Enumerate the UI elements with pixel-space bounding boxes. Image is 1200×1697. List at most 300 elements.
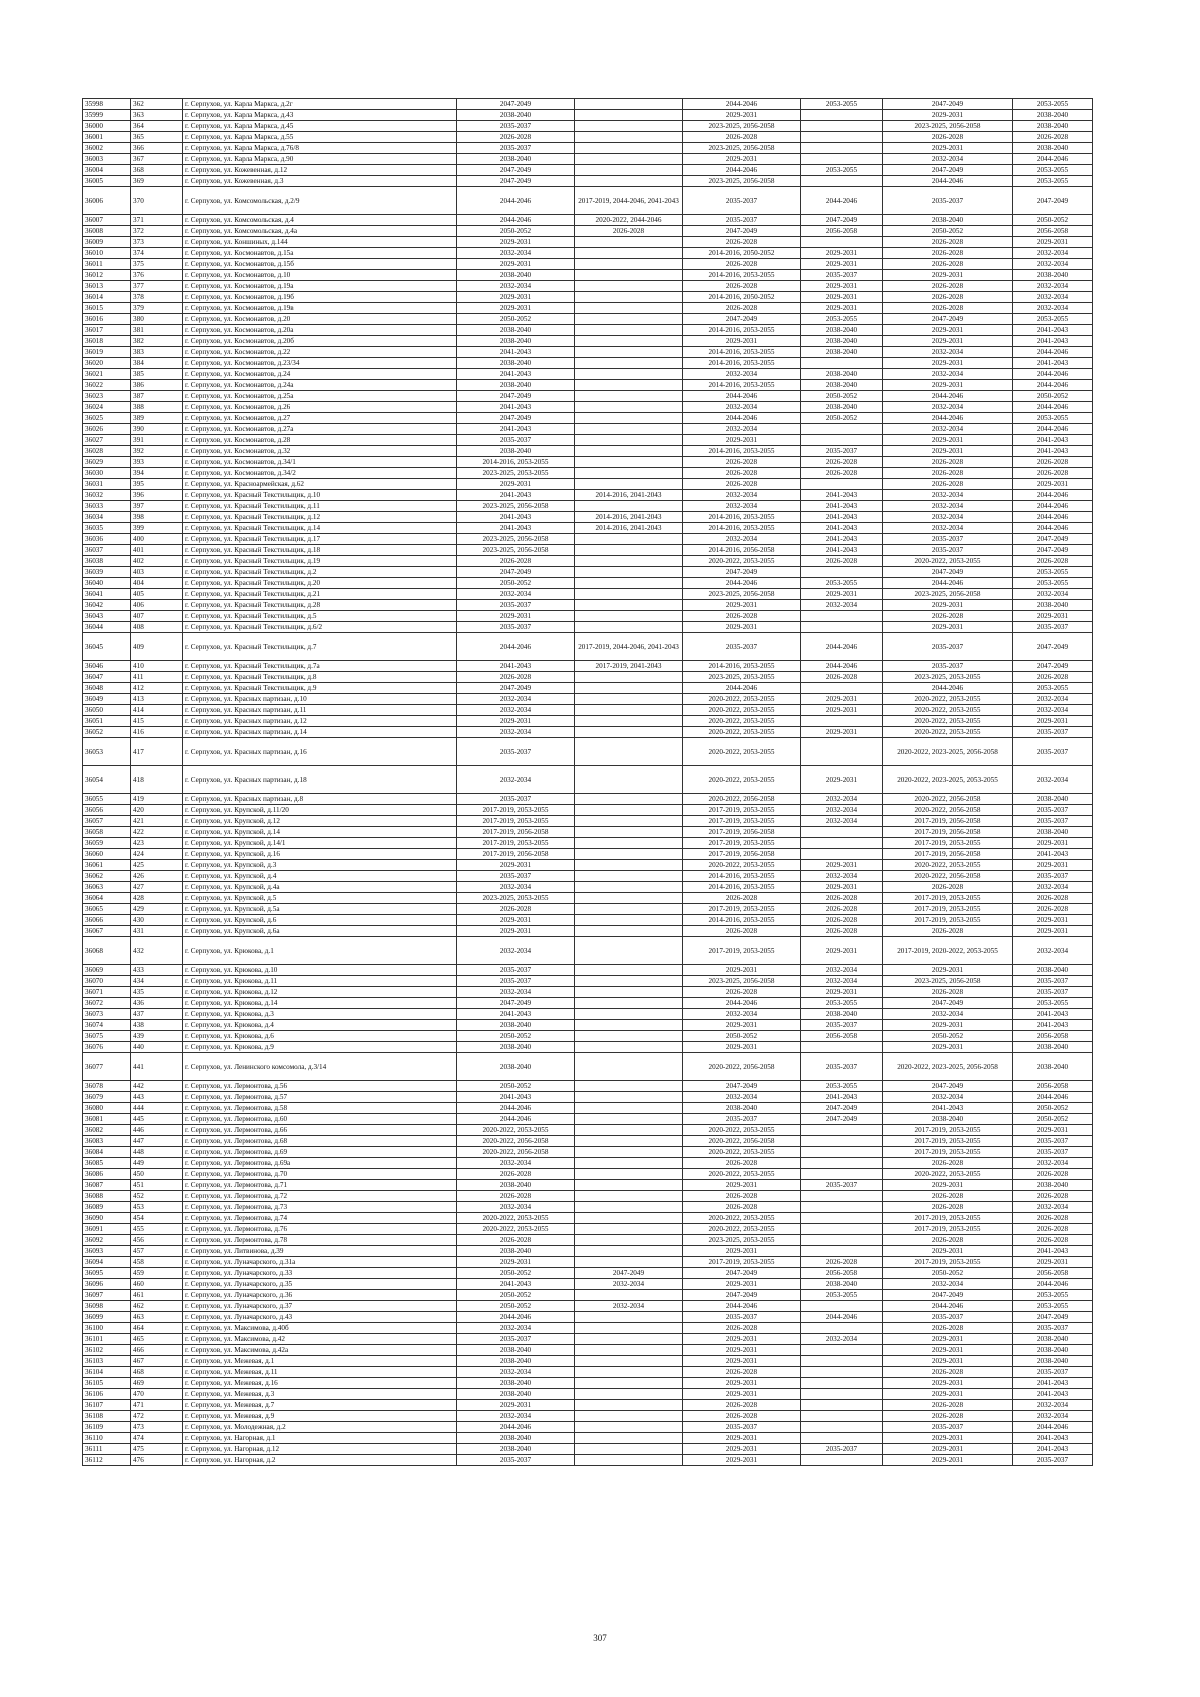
period-2-cell <box>575 391 683 402</box>
row-id-cell: 36089 <box>83 1202 131 1213</box>
row-index-cell: 433 <box>131 965 183 976</box>
period-2-cell <box>575 926 683 937</box>
period-5-cell: 2032-2034 <box>883 369 1013 380</box>
row-id-cell: 36056 <box>83 805 131 816</box>
period-2-cell <box>575 1147 683 1158</box>
period-3-cell: 2044-2046 <box>683 1301 801 1312</box>
period-6-cell: 2035-2037 <box>1013 738 1093 766</box>
period-1-cell: 2032-2034 <box>457 937 575 965</box>
period-3-cell: 2026-2028 <box>683 1191 801 1202</box>
address-cell: г. Серпухов, ул. Лермонтова, д.66 <box>183 1125 457 1136</box>
row-id-cell: 36090 <box>83 1213 131 1224</box>
period-4-cell <box>801 827 883 838</box>
period-4-cell: 2038-2040 <box>801 369 883 380</box>
address-cell: г. Серпухов, ул. Красный Текстильщик, д.17 <box>183 534 457 545</box>
table-row <box>83 237 1093 248</box>
period-6-cell: 2050-2052 <box>1013 1114 1093 1125</box>
period-1-cell: 2044-2046 <box>457 633 575 661</box>
row-id-cell: 36088 <box>83 1191 131 1202</box>
table-row <box>83 965 1093 976</box>
period-2-cell <box>575 292 683 303</box>
period-1-cell: 2029-2031 <box>457 303 575 314</box>
period-6-cell: 2053-2055 <box>1013 1290 1093 1301</box>
row-index-cell: 364 <box>131 121 183 132</box>
period-2-cell <box>575 1433 683 1444</box>
period-6-cell: 2029-2031 <box>1013 926 1093 937</box>
period-1-cell: 2050-2052 <box>457 1301 575 1312</box>
period-4-cell <box>801 132 883 143</box>
table-row <box>83 1224 1093 1235</box>
table-row <box>83 871 1093 882</box>
period-4-cell: 2029-2031 <box>801 259 883 270</box>
table-row <box>83 292 1093 303</box>
period-5-cell: 2026-2028 <box>883 1400 1013 1411</box>
row-id-cell: 36036 <box>83 534 131 545</box>
address-cell: г. Серпухов, ул. Космонавтов, д.24а <box>183 380 457 391</box>
row-id-cell: 36108 <box>83 1411 131 1422</box>
period-2-cell <box>575 479 683 490</box>
period-3-cell: 2044-2046 <box>683 683 801 694</box>
period-1-cell: 2032-2034 <box>457 1158 575 1169</box>
address-cell: г. Серпухов, ул. Космонавтов, д.32 <box>183 446 457 457</box>
period-2-cell <box>575 556 683 567</box>
address-cell: г. Серпухов, ул. Красный Текстильщик, д.7а <box>183 661 457 672</box>
period-6-cell: 2032-2034 <box>1013 248 1093 259</box>
period-4-cell <box>801 1455 883 1466</box>
period-3-cell: 2050-2052 <box>683 1031 801 1042</box>
period-4-cell <box>801 1125 883 1136</box>
row-id-cell: 36057 <box>83 816 131 827</box>
period-6-cell: 2026-2028 <box>1013 457 1093 468</box>
period-2-cell <box>575 154 683 165</box>
table-row <box>83 661 1093 672</box>
row-id-cell: 36066 <box>83 915 131 926</box>
row-id-cell: 35998 <box>83 99 131 110</box>
period-5-cell: 2032-2034 <box>883 512 1013 523</box>
row-index-cell: 455 <box>131 1224 183 1235</box>
address-cell: г. Серпухов, ул. Луначарского, д.43 <box>183 1312 457 1323</box>
period-1-cell: 2047-2049 <box>457 567 575 578</box>
period-5-cell: 2017-2019, 2053-2055 <box>883 915 1013 926</box>
address-cell: г. Серпухов, ул. Космонавтов, д.34/1 <box>183 457 457 468</box>
period-2-cell <box>575 1246 683 1257</box>
period-1-cell: 2017-2019, 2053-2055 <box>457 816 575 827</box>
row-id-cell: 36080 <box>83 1103 131 1114</box>
period-1-cell: 2032-2034 <box>457 882 575 893</box>
address-cell: г. Серпухов, ул. Нагорная, д.1 <box>183 1433 457 1444</box>
row-index-cell: 389 <box>131 413 183 424</box>
period-3-cell: 2047-2049 <box>683 1081 801 1092</box>
address-cell: г. Серпухов, ул. Межевая, д.9 <box>183 1411 457 1422</box>
row-index-cell: 417 <box>131 738 183 766</box>
period-1-cell: 2041-2043 <box>457 1092 575 1103</box>
address-cell: г. Серпухов, ул. Лермонтова, д.69а <box>183 1158 457 1169</box>
row-index-cell: 473 <box>131 1422 183 1433</box>
period-6-cell: 2056-2058 <box>1013 1268 1093 1279</box>
address-cell: г. Серпухов, ул. Красных партизан, д.14 <box>183 727 457 738</box>
period-5-cell: 2029-2031 <box>883 1455 1013 1466</box>
row-id-cell: 36031 <box>83 479 131 490</box>
period-1-cell: 2026-2028 <box>457 904 575 915</box>
period-3-cell: 2023-2025, 2056-2058 <box>683 143 801 154</box>
period-5-cell: 2047-2049 <box>883 165 1013 176</box>
period-4-cell: 2032-2034 <box>801 805 883 816</box>
table-row <box>83 1158 1093 1169</box>
period-1-cell: 2038-2040 <box>457 110 575 121</box>
period-2-cell <box>575 904 683 915</box>
row-index-cell: 460 <box>131 1279 183 1290</box>
row-index-cell: 469 <box>131 1378 183 1389</box>
address-cell: г. Серпухов, ул. Лермонтова, д.71 <box>183 1180 457 1191</box>
period-5-cell: 2026-2028 <box>883 303 1013 314</box>
period-5-cell: 2023-2025, 2056-2058 <box>883 121 1013 132</box>
address-cell: г. Серпухов, ул. Карла Маркса, д.2г <box>183 99 457 110</box>
period-3-cell: 2023-2025, 2056-2058 <box>683 589 801 600</box>
address-cell: г. Серпухов, ул. Красный Текстильщик, д.19 <box>183 556 457 567</box>
period-4-cell: 2029-2031 <box>801 281 883 292</box>
period-1-cell: 2041-2043 <box>457 661 575 672</box>
table-row <box>83 727 1093 738</box>
period-5-cell: 2017-2019, 2053-2055 <box>883 904 1013 915</box>
row-index-cell: 449 <box>131 1158 183 1169</box>
address-cell: г. Серпухов, ул. Карла Маркса, д.90 <box>183 154 457 165</box>
period-6-cell: 2038-2040 <box>1013 270 1093 281</box>
period-3-cell: 2029-2031 <box>683 1378 801 1389</box>
period-4-cell: 2029-2031 <box>801 766 883 794</box>
period-3-cell: 2029-2031 <box>683 1356 801 1367</box>
period-5-cell: 2029-2031 <box>883 110 1013 121</box>
period-6-cell: 2035-2037 <box>1013 805 1093 816</box>
period-3-cell: 2017-2019, 2056-2058 <box>683 849 801 860</box>
period-5-cell: 2038-2040 <box>883 1114 1013 1125</box>
period-6-cell: 2044-2046 <box>1013 490 1093 501</box>
period-3-cell: 2029-2031 <box>683 1279 801 1290</box>
table-row <box>83 1444 1093 1455</box>
row-id-cell: 36094 <box>83 1257 131 1268</box>
period-5-cell: 2020-2022, 2023-2025, 2056-2058 <box>883 738 1013 766</box>
address-cell: г. Серпухов, ул. Крюкова, д.10 <box>183 965 457 976</box>
period-3-cell: 2017-2019, 2053-2055 <box>683 1257 801 1268</box>
period-6-cell: 2032-2034 <box>1013 1411 1093 1422</box>
period-2-cell <box>575 998 683 1009</box>
row-id-cell: 36064 <box>83 893 131 904</box>
period-3-cell: 2047-2049 <box>683 314 801 325</box>
address-cell: г. Серпухов, ул. Максимова, д.42а <box>183 1345 457 1356</box>
period-3-cell: 2044-2046 <box>683 413 801 424</box>
period-1-cell: 2032-2034 <box>457 987 575 998</box>
period-2-cell <box>575 567 683 578</box>
period-5-cell: 2026-2028 <box>883 132 1013 143</box>
address-cell: г. Серпухов, ул. Красных партизан, д.12 <box>183 716 457 727</box>
address-cell: г. Серпухов, ул. Лермонтова, д.78 <box>183 1235 457 1246</box>
period-5-cell: 2026-2028 <box>883 237 1013 248</box>
row-index-cell: 384 <box>131 358 183 369</box>
row-index-cell: 476 <box>131 1455 183 1466</box>
period-3-cell: 2035-2037 <box>683 1114 801 1125</box>
period-3-cell: 2026-2028 <box>683 479 801 490</box>
address-cell: г. Серпухов, ул. Космонавтов, д.24 <box>183 369 457 380</box>
table-row <box>83 215 1093 226</box>
address-cell: г. Серпухов, ул. Крупской, д.16 <box>183 849 457 860</box>
period-3-cell: 2032-2034 <box>683 1092 801 1103</box>
table-row <box>83 501 1093 512</box>
table-row <box>83 187 1093 215</box>
period-2-cell <box>575 1213 683 1224</box>
period-4-cell: 2026-2028 <box>801 926 883 937</box>
address-cell: г. Серпухов, ул. Красный Текстильщик, д.21 <box>183 589 457 600</box>
period-2-cell: 2014-2016, 2041-2043 <box>575 512 683 523</box>
period-5-cell: 2023-2025, 2056-2058 <box>883 976 1013 987</box>
period-4-cell: 2032-2034 <box>801 965 883 976</box>
period-4-cell <box>801 849 883 860</box>
row-id-cell: 36032 <box>83 490 131 501</box>
row-index-cell: 382 <box>131 336 183 347</box>
row-index-cell: 376 <box>131 270 183 281</box>
table-row <box>83 1433 1093 1444</box>
period-5-cell: 2020-2022, 2053-2055 <box>883 860 1013 871</box>
period-6-cell: 2044-2046 <box>1013 402 1093 413</box>
table-row <box>83 424 1093 435</box>
row-index-cell: 397 <box>131 501 183 512</box>
row-index-cell: 424 <box>131 849 183 860</box>
address-cell: г. Серпухов, ул. Лермонтова, д.60 <box>183 1114 457 1125</box>
period-5-cell: 2047-2049 <box>883 314 1013 325</box>
period-3-cell: 2029-2031 <box>683 965 801 976</box>
period-3-cell: 2026-2028 <box>683 303 801 314</box>
period-4-cell <box>801 1433 883 1444</box>
period-2-cell <box>575 1367 683 1378</box>
period-6-cell: 2026-2028 <box>1013 904 1093 915</box>
period-4-cell: 2035-2037 <box>801 1020 883 1031</box>
table-row <box>83 860 1093 871</box>
period-3-cell: 2020-2022, 2053-2055 <box>683 1125 801 1136</box>
row-index-cell: 453 <box>131 1202 183 1213</box>
row-index-cell: 394 <box>131 468 183 479</box>
period-6-cell: 2026-2028 <box>1013 893 1093 904</box>
period-2-cell: 2014-2016, 2041-2043 <box>575 490 683 501</box>
period-3-cell: 2020-2022, 2053-2055 <box>683 1147 801 1158</box>
table-row <box>83 468 1093 479</box>
period-2-cell <box>575 165 683 176</box>
period-4-cell <box>801 176 883 187</box>
period-5-cell: 2020-2022, 2053-2055 <box>883 694 1013 705</box>
row-id-cell: 36104 <box>83 1367 131 1378</box>
period-1-cell: 2038-2040 <box>457 325 575 336</box>
row-id-cell: 36018 <box>83 336 131 347</box>
period-6-cell: 2026-2028 <box>1013 1224 1093 1235</box>
address-cell: г. Серпухов, ул. Космонавтов, д.23/34 <box>183 358 457 369</box>
period-5-cell: 2032-2034 <box>883 402 1013 413</box>
row-id-cell: 36092 <box>83 1235 131 1246</box>
table-row <box>83 176 1093 187</box>
period-5-cell: 2020-2022, 2053-2055 <box>883 1169 1013 1180</box>
address-cell: г. Серпухов, ул. Луначарского, д.33 <box>183 1268 457 1279</box>
address-cell: г. Серпухов, ул. Крюкова, д.6 <box>183 1031 457 1042</box>
period-1-cell: 2050-2052 <box>457 1031 575 1042</box>
period-6-cell: 2044-2046 <box>1013 1092 1093 1103</box>
period-1-cell: 2023-2025, 2053-2055 <box>457 468 575 479</box>
period-4-cell: 2029-2031 <box>801 727 883 738</box>
period-1-cell: 2017-2019, 2053-2055 <box>457 805 575 816</box>
period-5-cell: 2026-2028 <box>883 468 1013 479</box>
period-4-cell: 2041-2043 <box>801 534 883 545</box>
period-1-cell: 2038-2040 <box>457 1378 575 1389</box>
address-cell: г. Серпухов, ул. Максимова, д.42 <box>183 1334 457 1345</box>
period-4-cell <box>801 1345 883 1356</box>
address-cell: г. Серпухов, ул. Молодежная, д.2 <box>183 1422 457 1433</box>
period-4-cell <box>801 1400 883 1411</box>
table-row <box>83 248 1093 259</box>
table-row <box>83 705 1093 716</box>
period-6-cell: 2053-2055 <box>1013 176 1093 187</box>
period-1-cell: 2035-2037 <box>457 871 575 882</box>
period-6-cell: 2041-2043 <box>1013 1378 1093 1389</box>
table-row <box>83 1268 1093 1279</box>
table-row <box>83 1422 1093 1433</box>
period-2-cell <box>575 1103 683 1114</box>
row-index-cell: 471 <box>131 1400 183 1411</box>
row-id-cell: 36095 <box>83 1268 131 1279</box>
address-cell: г. Серпухов, ул. Крупской, д.14/1 <box>183 838 457 849</box>
period-2-cell <box>575 413 683 424</box>
period-6-cell: 2053-2055 <box>1013 1301 1093 1312</box>
row-index-cell: 374 <box>131 248 183 259</box>
period-4-cell: 2026-2028 <box>801 556 883 567</box>
period-4-cell <box>801 716 883 727</box>
row-index-cell: 420 <box>131 805 183 816</box>
period-2-cell <box>575 838 683 849</box>
period-2-cell <box>575 705 683 716</box>
period-1-cell: 2029-2031 <box>457 292 575 303</box>
period-2-cell <box>575 1257 683 1268</box>
row-index-cell: 468 <box>131 1367 183 1378</box>
address-cell: г. Серпухов, ул. Красный Текстильщик, д.8 <box>183 672 457 683</box>
period-5-cell: 2047-2049 <box>883 99 1013 110</box>
address-cell: г. Серпухов, ул. Космонавтов, д.15б <box>183 259 457 270</box>
period-6-cell: 2041-2043 <box>1013 1444 1093 1455</box>
period-2-cell <box>575 672 683 683</box>
period-2-cell <box>575 794 683 805</box>
period-5-cell: 2029-2031 <box>883 1180 1013 1191</box>
period-5-cell: 2029-2031 <box>883 1433 1013 1444</box>
period-3-cell: 2020-2022, 2056-2058 <box>683 1053 801 1081</box>
period-4-cell: 2038-2040 <box>801 1279 883 1290</box>
row-index-cell: 437 <box>131 1009 183 1020</box>
period-6-cell: 2032-2034 <box>1013 1400 1093 1411</box>
period-6-cell: 2056-2058 <box>1013 1081 1093 1092</box>
period-3-cell: 2020-2022, 2053-2055 <box>683 716 801 727</box>
period-5-cell: 2023-2025, 2053-2055 <box>883 672 1013 683</box>
period-2-cell <box>575 1312 683 1323</box>
period-1-cell: 2047-2049 <box>457 413 575 424</box>
row-id-cell: 36006 <box>83 187 131 215</box>
period-3-cell: 2020-2022, 2053-2055 <box>683 705 801 716</box>
row-id-cell: 36063 <box>83 882 131 893</box>
period-2-cell <box>575 1114 683 1125</box>
period-4-cell <box>801 1378 883 1389</box>
period-5-cell: 2041-2043 <box>883 1103 1013 1114</box>
period-6-cell: 2032-2034 <box>1013 303 1093 314</box>
period-4-cell: 2044-2046 <box>801 1312 883 1323</box>
period-2-cell <box>575 1169 683 1180</box>
row-id-cell: 36105 <box>83 1378 131 1389</box>
address-cell: г. Серпухов, ул. Крюкова, д.14 <box>183 998 457 1009</box>
period-3-cell: 2020-2022, 2056-2058 <box>683 1136 801 1147</box>
row-id-cell: 36045 <box>83 633 131 661</box>
table-row <box>83 479 1093 490</box>
address-cell: г. Серпухов, ул. Космонавтов, д.34/2 <box>183 468 457 479</box>
period-4-cell: 2032-2034 <box>801 600 883 611</box>
period-6-cell: 2050-2052 <box>1013 215 1093 226</box>
table-row <box>83 1202 1093 1213</box>
period-5-cell: 2035-2037 <box>883 661 1013 672</box>
period-1-cell: 2032-2034 <box>457 766 575 794</box>
period-4-cell: 2029-2031 <box>801 589 883 600</box>
address-cell: г. Серпухов, ул. Космонавтов, д.20а <box>183 325 457 336</box>
period-6-cell: 2038-2040 <box>1013 1042 1093 1053</box>
row-id-cell: 36034 <box>83 512 131 523</box>
table-row <box>83 110 1093 121</box>
period-4-cell: 2035-2037 <box>801 446 883 457</box>
row-id-cell: 36001 <box>83 132 131 143</box>
row-id-cell: 36020 <box>83 358 131 369</box>
period-5-cell: 2029-2031 <box>883 143 1013 154</box>
row-index-cell: 445 <box>131 1114 183 1125</box>
period-2-cell: 2014-2016, 2041-2043 <box>575 523 683 534</box>
period-5-cell: 2032-2034 <box>883 490 1013 501</box>
period-1-cell: 2038-2040 <box>457 446 575 457</box>
address-cell: г. Серпухов, ул. Комсомольская, д.4 <box>183 215 457 226</box>
row-index-cell: 391 <box>131 435 183 446</box>
table-row <box>83 314 1093 325</box>
period-1-cell: 2038-2040 <box>457 1246 575 1257</box>
table-row <box>83 766 1093 794</box>
address-cell: г. Серпухов, ул. Крупской, д.3 <box>183 860 457 871</box>
period-5-cell: 2032-2034 <box>883 1009 1013 1020</box>
period-3-cell: 2044-2046 <box>683 391 801 402</box>
period-2-cell <box>575 1323 683 1334</box>
row-index-cell: 467 <box>131 1356 183 1367</box>
period-2-cell <box>575 1444 683 1455</box>
table-row <box>83 1455 1093 1466</box>
period-5-cell: 2044-2046 <box>883 578 1013 589</box>
address-cell: г. Серпухов, ул. Красных партизан, д.16 <box>183 738 457 766</box>
period-4-cell: 2038-2040 <box>801 347 883 358</box>
period-1-cell: 2038-2040 <box>457 1389 575 1400</box>
table-row <box>83 816 1093 827</box>
row-index-cell: 402 <box>131 556 183 567</box>
period-6-cell: 2026-2028 <box>1013 672 1093 683</box>
row-index-cell: 380 <box>131 314 183 325</box>
period-5-cell: 2026-2028 <box>883 281 1013 292</box>
row-index-cell: 392 <box>131 446 183 457</box>
period-2-cell: 2017-2019, 2044-2046, 2041-2043 <box>575 187 683 215</box>
period-6-cell: 2053-2055 <box>1013 99 1093 110</box>
period-4-cell: 2032-2034 <box>801 1334 883 1345</box>
period-5-cell: 2029-2031 <box>883 1378 1013 1389</box>
period-2-cell <box>575 534 683 545</box>
period-5-cell: 2044-2046 <box>883 683 1013 694</box>
row-id-cell: 36016 <box>83 314 131 325</box>
period-3-cell: 2014-2016, 2050-2052 <box>683 248 801 259</box>
period-1-cell: 2020-2022, 2053-2055 <box>457 1125 575 1136</box>
row-id-cell: 36012 <box>83 270 131 281</box>
table-row <box>83 589 1093 600</box>
row-id-cell: 36011 <box>83 259 131 270</box>
period-3-cell: 2029-2031 <box>683 622 801 633</box>
table-row <box>83 1235 1093 1246</box>
period-4-cell: 2032-2034 <box>801 816 883 827</box>
